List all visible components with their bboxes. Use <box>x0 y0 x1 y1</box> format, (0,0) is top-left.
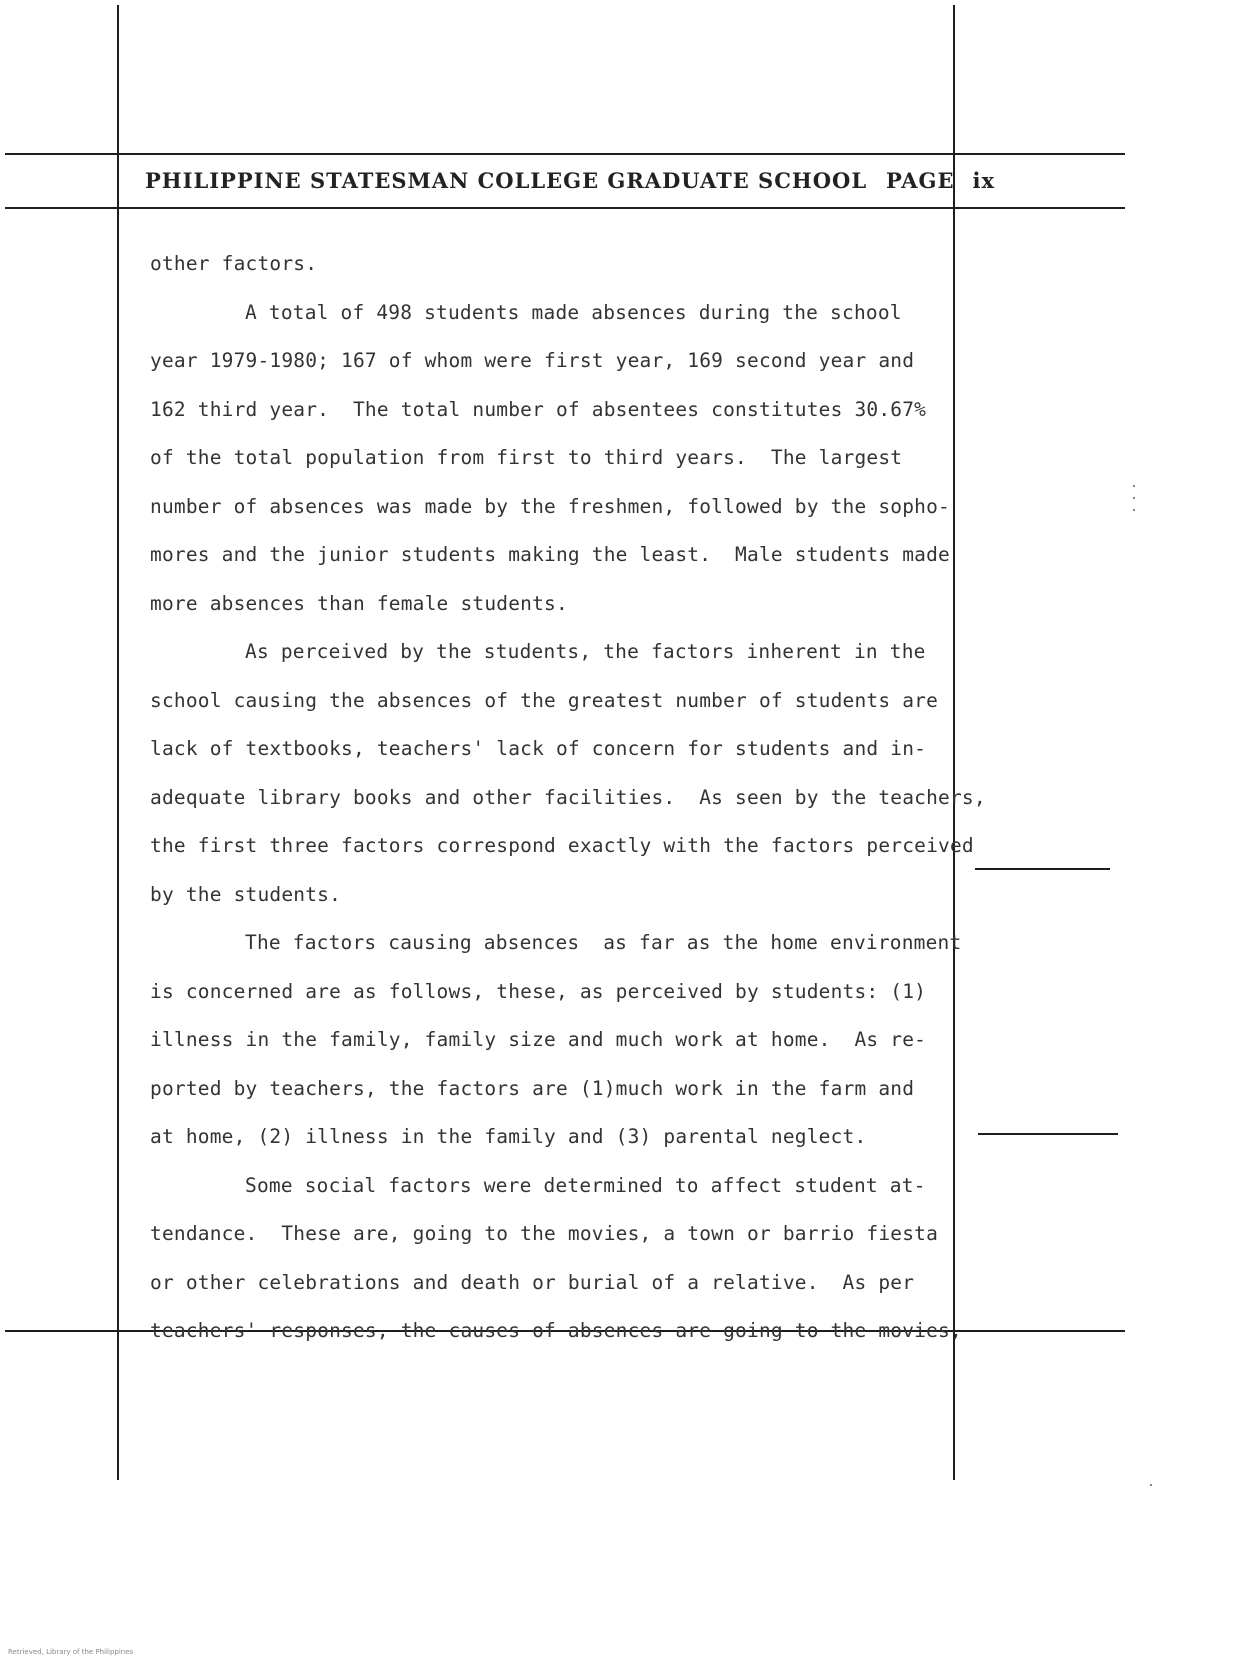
text-line: As perceived by the students, the factors inherent in the <box>245 640 926 663</box>
text-line: year 1979-1980; 167 of whom were first year, 169 second year and <box>150 349 915 372</box>
text-line: at home, (2) illness in the family and (3) parental neglect. <box>150 1125 867 1148</box>
text-line: other factors. <box>150 252 318 275</box>
left-margin-rule <box>117 5 119 1480</box>
paragraph-social-factors <box>150 1162 1020 1356</box>
text-line: school causing the absences of the greatest number of students are <box>150 688 939 712</box>
text-line: illness in the family, family size and much work at home. As re- <box>150 1028 927 1051</box>
text-line: 162 third year. The total number of absentees constitutes 30.67% <box>150 397 927 421</box>
page-label: PAGE <box>886 167 955 193</box>
text-line: The factors causing absences as far as the home environment <box>245 931 962 954</box>
scan-speck <box>1133 485 1135 487</box>
text-line: or other celebrations and death or burial of a relative. As per <box>150 1270 915 1294</box>
paragraph-school-factors <box>150 628 1020 919</box>
text-line: lack of textbooks, teachers' lack of concern for students and in- <box>150 737 927 760</box>
header-bottom-rule <box>5 207 1125 209</box>
scan-speck <box>1133 509 1135 511</box>
text-line: A total of 498 students made absences during the school <box>245 300 902 324</box>
text-line: of the total population from first to third years. The largest <box>150 446 903 469</box>
scan-speck <box>1150 1484 1152 1486</box>
text-line: number of absences was made by the freshmen, followed by the sopho- <box>150 494 950 518</box>
school-title: PHILIPPINE STATESMAN COLLEGE GRADUATE SCHOOL <box>145 167 868 193</box>
text-line: the first three factors correspond exactly with the factors perceived <box>150 834 974 857</box>
paragraph-continuation <box>150 240 1020 289</box>
page-indicator <box>886 168 995 193</box>
paragraph-home-factors <box>150 919 1020 1162</box>
text-line: by the students. <box>150 882 342 906</box>
text-line: adequate library books and other facilities. As seen by the teachers, <box>150 785 986 809</box>
text-line: mores and the junior students making the least. Male students made <box>150 543 950 566</box>
text-line: is concerned are as follows, these, as perceived by students: (1) <box>150 979 927 1003</box>
scan-speck <box>1133 497 1135 499</box>
header-top-rule <box>5 153 1125 155</box>
paragraph-absence-totals <box>150 289 1020 629</box>
text-line: Some social factors were determined to affect student at- <box>245 1173 926 1197</box>
document-body <box>150 240 1020 1356</box>
text-line: ported by teachers, the factors are (1)much work in the farm and <box>150 1076 915 1100</box>
text-line: teachers' responses, the causes of absences are going to the movies, <box>150 1319 962 1342</box>
scan-footer-note: Retrieved, Library of the Philippines <box>8 1648 134 1656</box>
page-header <box>145 160 995 200</box>
text-line: more absences than female students. <box>150 591 568 615</box>
text-line: tendance. These are, going to the movies, a town or barrio fiesta <box>150 1222 939 1245</box>
page-number: ix <box>972 167 995 193</box>
